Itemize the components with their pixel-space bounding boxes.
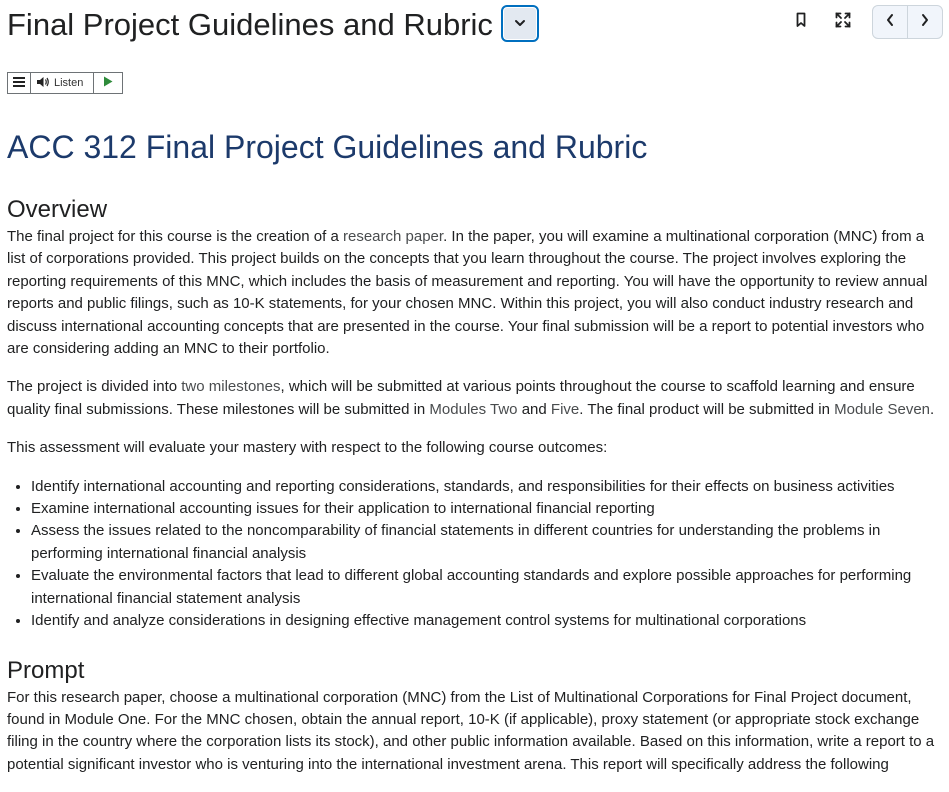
listen-button[interactable] — [31, 73, 93, 93]
chevron-down-icon — [513, 15, 527, 33]
text-segment: and — [517, 400, 551, 418]
modules-two-term: Modules Two — [429, 400, 518, 418]
listen-menu-button[interactable] — [8, 73, 31, 93]
prompt-paragraph-1: For this research paper, choose a multinational corporation (MNC) from the List of Multinational Corporations for Final Project document, found in Module One. For the MNC chosen, obtain the annual report, 10-K (if applicable), proxy statement (or appropriate stock exchange filing in the country where the corporation lists its stock), and other public information available. Based on this information, write a report to a potential significant investor who is venturing into the international investment arena. This report will specifically address the following — [7, 688, 935, 773]
text-segment: , which will be submitted at various points throughout the course to scaffold learning and ensure quality final submissions. These milestones will be submitted in — [7, 378, 915, 418]
title-options-button[interactable] — [501, 5, 539, 42]
listen-label: Listen — [54, 77, 84, 89]
page-title: Final Project Guidelines and Rubric — [7, 7, 493, 42]
topic-navigation — [872, 5, 943, 39]
play-button[interactable] — [93, 73, 122, 93]
chevron-left-icon — [885, 13, 895, 32]
speaker-icon — [36, 76, 50, 91]
overview-paragraph-3: This assessment will evaluate your mastery with respect to the following course outcomes: — [7, 439, 608, 457]
document-content — [7, 122, 943, 792]
list-item: • Identify and analyze considerations in designing effective management control systems for multinational corporations — [31, 610, 943, 632]
course-outcomes-list — [7, 476, 943, 633]
document-heading: ACC 312 Final Project Guidelines and Rubric — [7, 129, 648, 165]
overview-paragraph-2 — [7, 376, 943, 421]
list-item: • Identify international accounting and reporting considerations, standards, and responsibilities for their effects on business activities — [31, 476, 943, 498]
text-segment: . — [930, 400, 935, 418]
play-icon — [103, 76, 113, 90]
text-segment: . In the paper, you will examine a multinational corporation (MNC) from a list of corporations provided. This project builds on the concepts that you learn throughout the course. The project involves exploring the reporting requirements of this MNC, which includes the basis of measurement and reporting. You will have the opportunity to review annual reports and public filings, such as 10-K statements, for your chosen MNC. Within this project, you will also conduct industry research and discuss international accounting concepts that are presented in the course. Your final submission will be a report to potential investors who are considering adding an MNC to their portfolio. — [7, 228, 928, 358]
fullscreen-button[interactable] — [828, 7, 858, 37]
list-item: • Assess the issues related to the noncomparability of financial statements in different countries for understanding the problems in performing international financial analysis — [31, 520, 943, 565]
next-topic-button[interactable] — [907, 6, 942, 38]
list-item: • Evaluate the environmental factors that lead to different global accounting standards and explore possible approaches for performing international financial statement analysis — [31, 565, 943, 610]
previous-topic-button[interactable] — [873, 6, 907, 38]
module-seven-term: Module Seven — [834, 400, 931, 418]
bookmark-icon — [795, 12, 807, 33]
text-segment: The final project for this course is the creation of a — [7, 228, 343, 245]
overview-paragraph-1 — [7, 226, 943, 360]
expand-icon — [835, 12, 851, 33]
hamburger-icon — [13, 77, 25, 90]
text-segment: The project is divided into — [7, 378, 182, 396]
research-paper-term: research paper — [343, 228, 444, 245]
text-segment: . The final product will be submitted in — [579, 400, 835, 418]
two-milestones-term: two milestones — [181, 378, 281, 396]
overview-heading: Overview — [7, 196, 108, 223]
bookmark-button[interactable] — [786, 7, 816, 37]
list-item: • Examine international accounting issues for their application to international financial reporting — [31, 498, 943, 520]
prompt-heading: Prompt — [7, 656, 85, 684]
chevron-right-icon — [920, 13, 930, 32]
five-term: Five — [550, 400, 580, 418]
listen-toolbar — [7, 72, 123, 94]
